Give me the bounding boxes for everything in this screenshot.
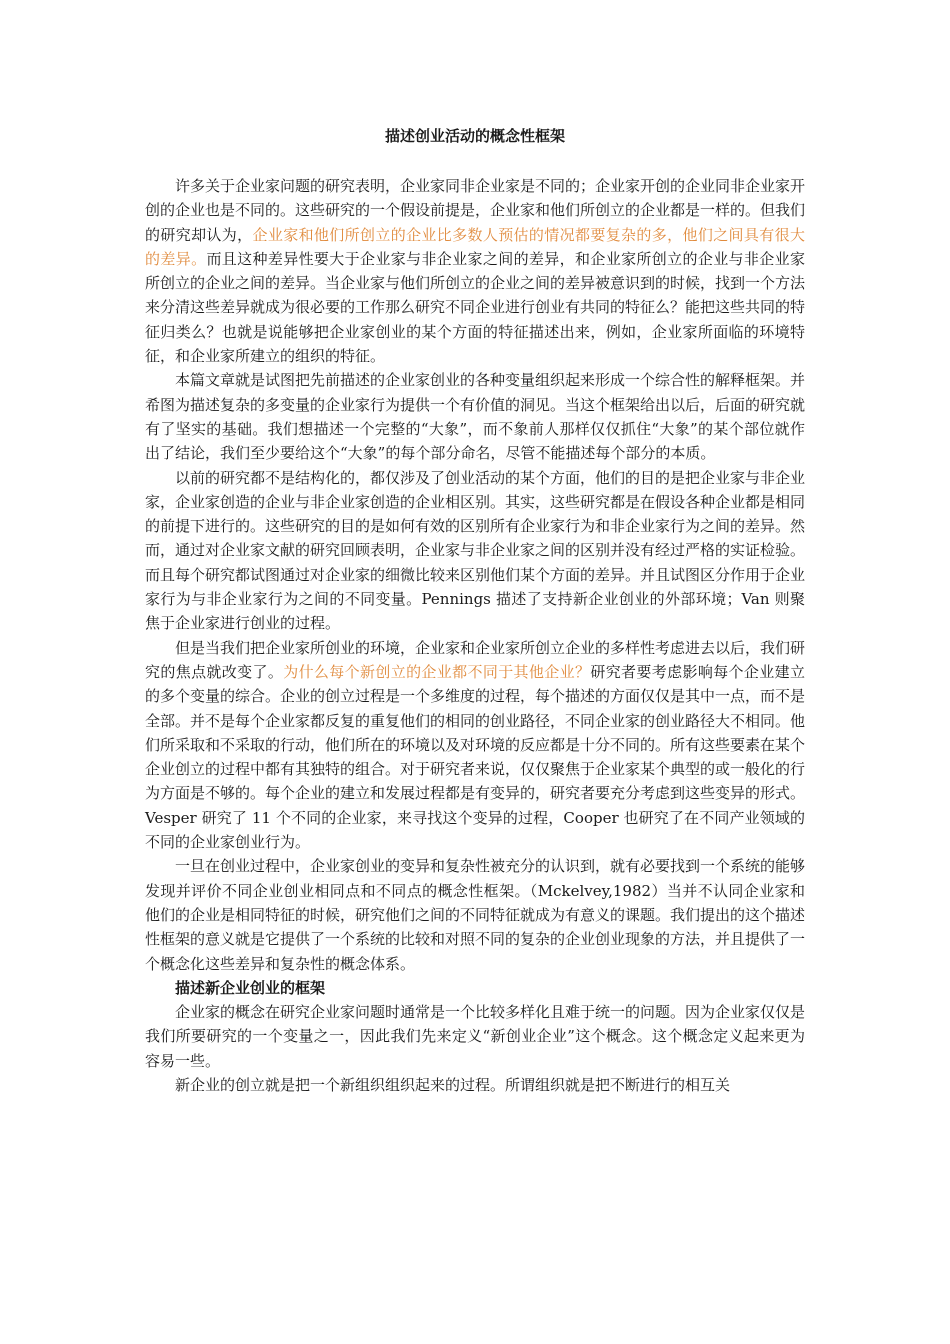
- paragraph-2: 本篇文章就是试图把先前描述的企业家创业的各种变量组织起来形成一个综合性的解释框架。并希图为描述复杂的多变量的企业家行为提供一个有价值的洞见。当这个框架给出以后，后面的研究就有了坚实的基础。我们想描述一个完整的“大象”，而不象前人那样仅仅抓住“大象”的某个部位就作出了结论，我们至少要给这个“大象”的每个部分命名，尽管不能描述每个部分的本质。: [145, 371, 806, 463]
- paragraph-1: [145, 174, 805, 368]
- paragraph-4-highlight: 为什么每个新创立的企业都不同于其他企业？: [283, 662, 591, 681]
- paragraph-7: 新企业的创立就是把一个新组织组织起来的过程。所谓组织就是把不断进行的相互关: [175, 1075, 731, 1094]
- paragraph-6: 企业家的概念在研究企业家问题时通常是一个比较多样化且难于统一的问题。因为企业家仅仅是我们所要研究的一个变量之一，因此我们先来定义“新创业企业”这个概念。这个概念定义起来更为容易一些。: [145, 1003, 806, 1070]
- paragraph-4-text-b: 研究者要考虑影响每个企业建立的多个变量的综合。企业的创立过程是一个多维度的过程，每个描述的方面仅仅是其中一点，而不是全部。并不是每个企业家都反复的重复他们的相同的创业路径，不同企业家的创业路径大不相同。他们所采取和不采取的行动，他们所在的环境以及对环境的反应都是十分不同的。所有这些要素在某个企业创立的过程中都有其独特的组合。对于研究者来说，仅仅聚焦于企业家某个典型的或一般化的行为方面是不够的。每个企业的建立和发展过程都是有变异的，研究者要充分考虑到这些变异的形式。 Vesper 研究了 11 个不同的企业家，来寻找这个变异的过程，Cooper 也研究了在不同产业领域的不同的企业家创业行为。: [145, 662, 806, 852]
- paragraph-5: 一旦在创业过程中，企业家创业的变异和复杂性被充分的认识到，就有必要找到一个系统的能够发现并评价不同企业创业相同点和不同点的概念性框架。（Mckelvey,1982）当并不认同企业家和他们的企业是相同特征的时候，研究他们之间的不同特征就成为有意义的课题。我们提出的这个描述性框架的意义就是它提供了一个系统的比较和对照不同的复杂的企业创业现象的方法，并且提供了一个概念化这些差异和复杂性的概念体系。: [145, 857, 806, 973]
- paragraph-4-text-a: 但是当我们把企业家所创业的环境，企业家和企业家所创立企业的多样性考虑进去以后，我们研究的焦点就改变了。: [145, 638, 806, 681]
- paragraph-1-highlight: 企业家和他们所创立的企业比多数人预估的情况都要复杂的多，他们之间具有很大的差异。: [145, 225, 805, 268]
- paragraph-1-text-a: 许多关于企业家问题的研究表明，企业家同非企业家是不同的；企业家开创的企业同非企业家开创的企业也是不同的。这些研究的一个假设前提是，企业家和他们所创立的企业都是一样的。但我们的研究却认为，: [145, 177, 806, 244]
- paragraph-3: 以前的研究都不是结构化的，都仅涉及了创业活动的某个方面，他们的目的是把企业家与非企业家，企业家创造的企业与非企业家创造的企业相区别。其实，这些研究都是在假设各种企业都是相同的前提下进行的。这些研究的目的是如何有效的区别所有企业家行为和非企业家行为之间的差异。然而，通过对企业家文献的研究回顾表明，企业家与非企业家之间的区别并没有经过严格的实证检验。而且每个研究都试图通过对企业家的细微比较来区别他们某个方面的差异。并且试图区分作用于企业家行为与非企业家行为之间的不同变量。Pennings 描述了支持新企业创业的外部环境；Van 则聚焦于企业家进行创业的过程。: [145, 468, 806, 633]
- paragraph-1-text-b: 而且这种差异性要大于企业家与非企业家之间的差异，和企业家所创立的企业与非企业家所创立的企业之间的差异。当企业家与他们所创立的企业之间的差异被意识到的时候，找到一个方法来分清这些差异就成为很必要的工作那么研究不同企业进行创业有共同的特征么？能把这些共同的特征归类么？也就是说能够把企业家创业的某个方面的特征描述出来，例如，企业家所面临的环境特征，和企业家所建立的组织的特征。: [145, 249, 806, 366]
- paragraph-4: [145, 636, 805, 855]
- section-heading: 描述新企业创业的框架: [175, 978, 326, 997]
- document-page: [145, 124, 805, 1097]
- document-title: 描述创业活动的概念性框架: [384, 127, 565, 145]
